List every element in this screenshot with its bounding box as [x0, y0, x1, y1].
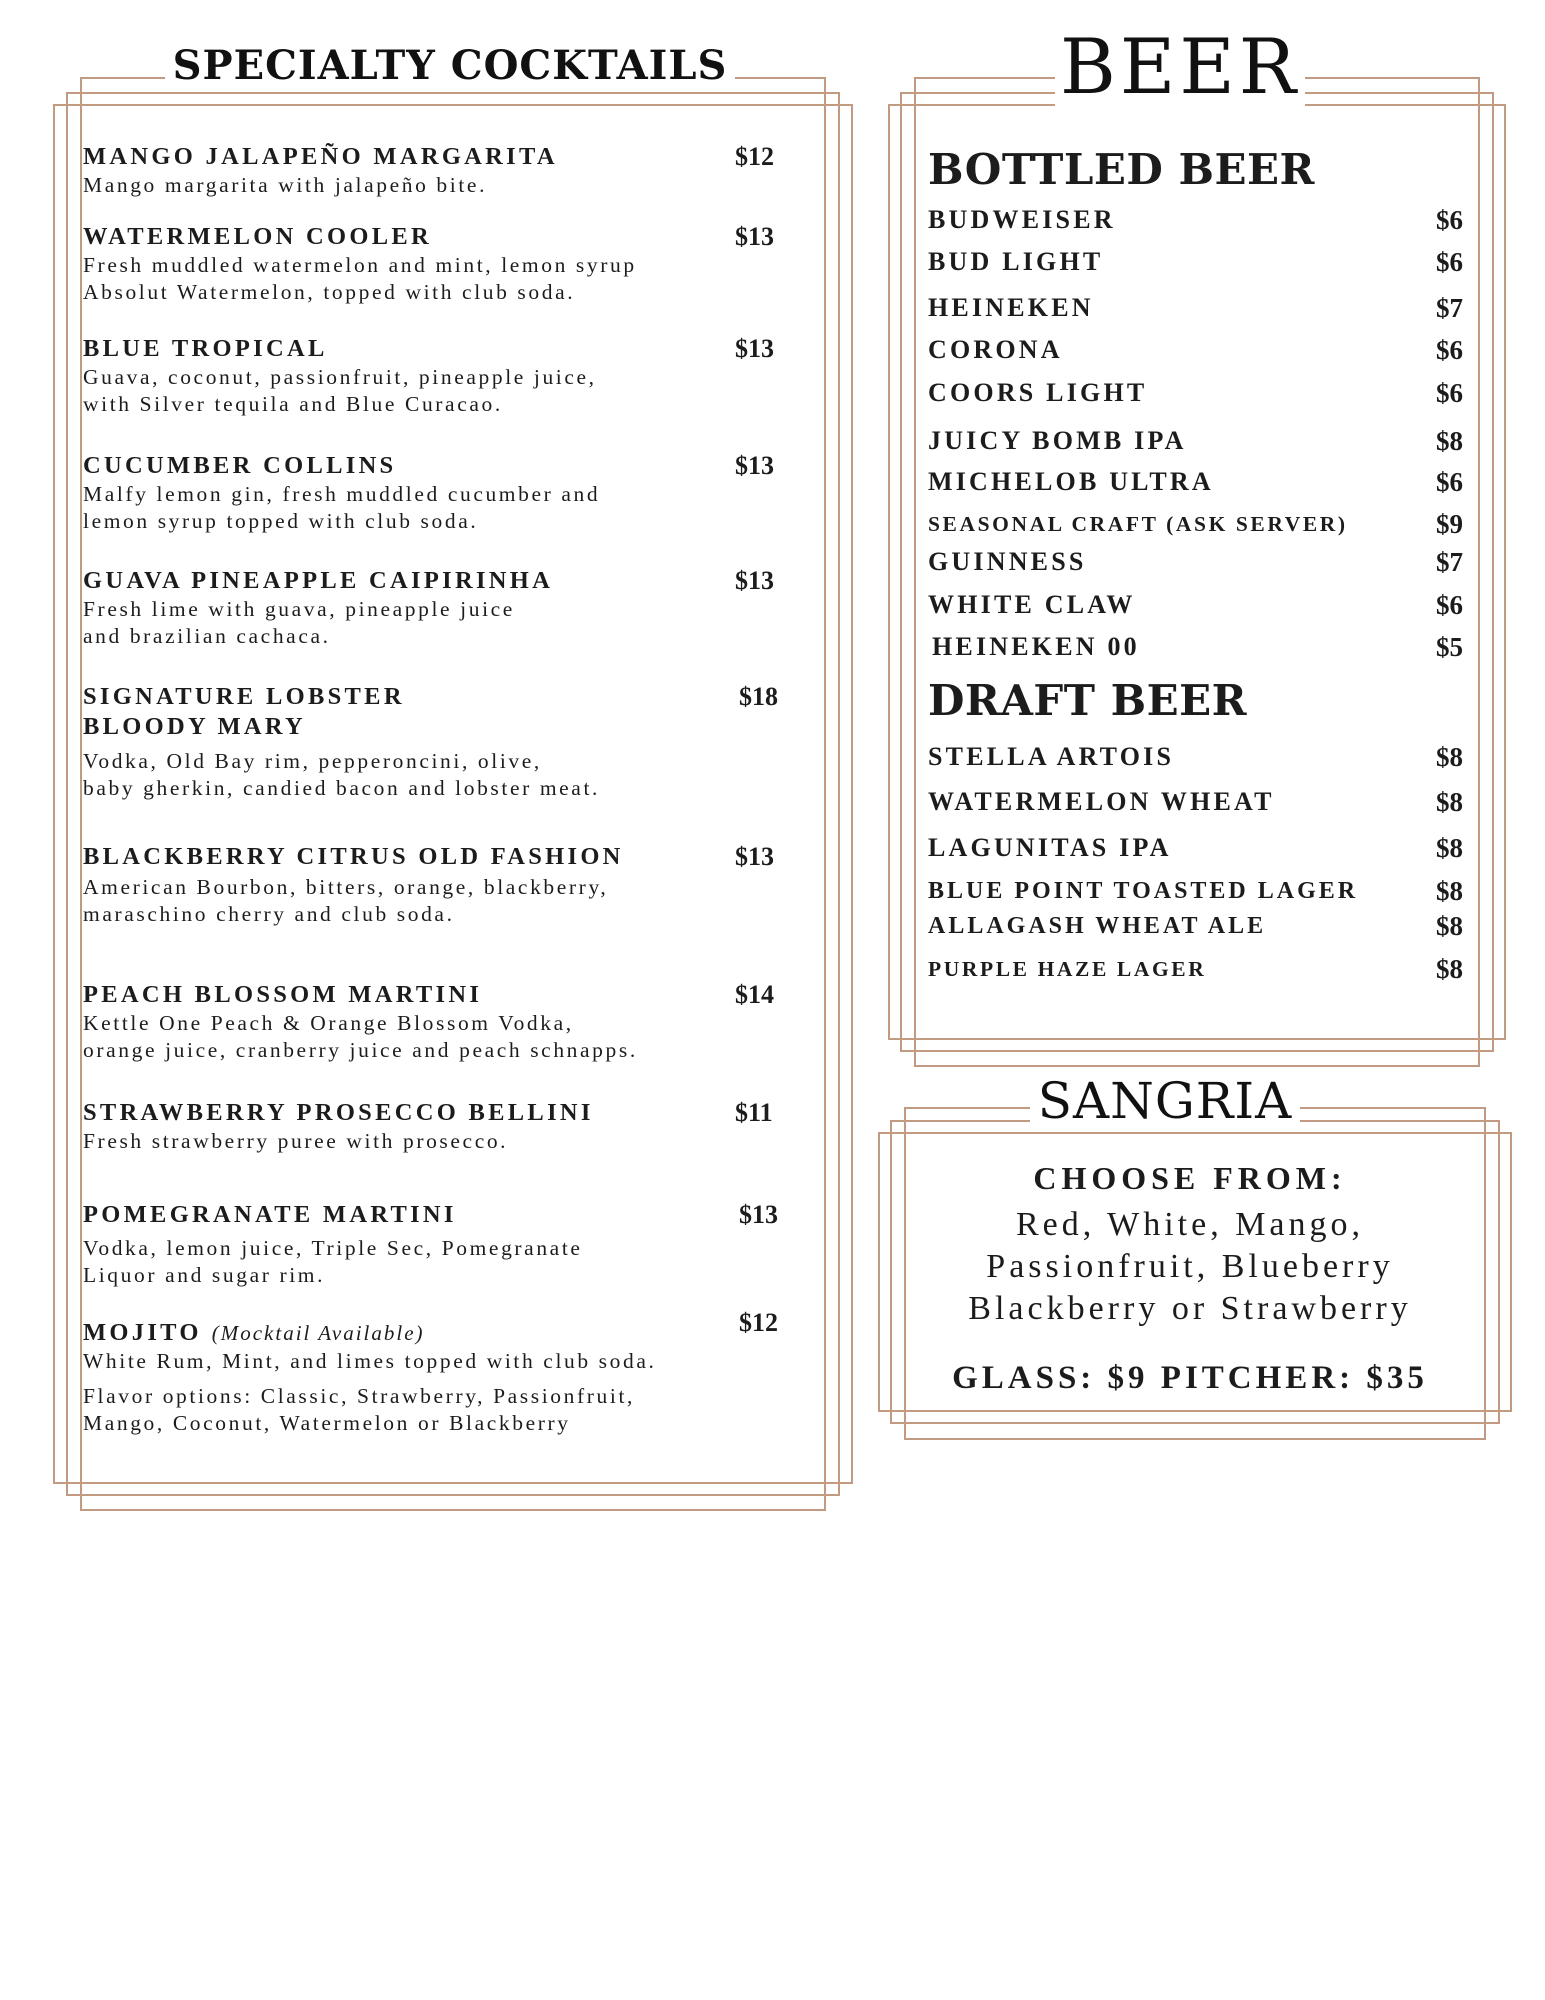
cocktail-description: Malfy lemon gin, fresh muddled cucumber and — [83, 482, 601, 506]
cocktail-name-line2: BLOODY MARY — [83, 713, 307, 740]
beer-row — [928, 588, 1463, 622]
beer-price: $6 — [1436, 247, 1463, 277]
cocktail-price: $12 — [739, 1308, 778, 1337]
beer-title: BEER — [1055, 22, 1305, 111]
cocktail-item — [83, 222, 803, 306]
cocktail-item — [83, 682, 803, 802]
cocktail-description: Fresh muddled watermelon and mint, lemon syrup — [83, 253, 637, 277]
cocktail-item — [83, 1098, 803, 1155]
beer-name: WHITE CLAW — [928, 590, 1136, 619]
beer-row — [928, 874, 1463, 908]
beer-name: GUINNESS — [928, 547, 1087, 576]
beer-row — [928, 424, 1463, 458]
cocktail-price: $13 — [735, 334, 774, 363]
cocktail-name: GUAVA PINEAPPLE CAIPIRINHA — [83, 567, 554, 594]
beer-price: $8 — [1436, 911, 1463, 941]
cocktail-price: $13 — [735, 222, 774, 251]
beer-price: $8 — [1436, 787, 1463, 817]
cocktail-description: Vodka, lemon juice, Triple Sec, Pomegranate — [83, 1236, 583, 1260]
cocktail-description: Mango margarita with jalapeño bite. — [83, 173, 488, 197]
beer-name: LAGUNITAS IPA — [928, 833, 1172, 862]
beer-row — [928, 740, 1463, 774]
cocktail-description: Liquor and sugar rim. — [83, 1263, 326, 1287]
cocktail-item — [83, 980, 803, 1064]
cocktail-description: maraschino cherry and club soda. — [83, 902, 455, 926]
beer-row — [928, 545, 1463, 579]
cocktail-item — [83, 842, 803, 928]
beer-row — [928, 909, 1463, 943]
beer-price: $8 — [1436, 876, 1463, 906]
cocktail-name: WATERMELON COOLER — [83, 223, 432, 250]
cocktail-name — [83, 1318, 803, 1348]
beer-name: ALLAGASH WHEAT ALE — [928, 913, 1267, 939]
beer-name: COORS LIGHT — [928, 378, 1148, 407]
cocktail-price: $13 — [735, 842, 774, 871]
cocktails-title: SPECIALTY COCKTAILS — [165, 42, 735, 89]
cocktail-name: MANGO JALAPEÑO MARGARITA — [83, 143, 558, 170]
cocktail-name: BLUE TROPICAL — [83, 335, 328, 362]
cocktail-description: orange juice, cranberry juice and peach schnapps. — [83, 1038, 638, 1062]
beer-name: HEINEKEN 00 — [932, 632, 1140, 661]
cocktail-description: Absolut Watermelon, topped with club soda. — [83, 280, 576, 304]
beer-price: $6 — [1436, 467, 1463, 497]
cocktail-item — [83, 451, 803, 535]
beer-price: $8 — [1436, 426, 1463, 456]
beer-row — [928, 785, 1463, 819]
beer-row — [928, 952, 1463, 986]
beer-price: $8 — [1436, 954, 1463, 984]
cocktail-item — [83, 334, 803, 418]
cocktail-price: $11 — [735, 1098, 773, 1127]
cocktail-name: POMEGRANATE MARTINI — [83, 1201, 457, 1228]
beer-price: $6 — [1436, 590, 1463, 620]
cocktail-item — [83, 142, 803, 199]
beer-name: STELLA ARTOIS — [928, 742, 1175, 771]
cocktail-description: Guava, coconut, passionfruit, pineapple juice, — [83, 365, 597, 389]
beer-name: WATERMELON WHEAT — [928, 787, 1275, 816]
cocktail-description: lemon syrup topped with club soda. — [83, 509, 479, 533]
sangria-flavors-line: Passionfruit, Blueberry — [986, 1248, 1394, 1285]
draft-beer-heading: DRAFT BEER — [928, 676, 1248, 725]
cocktail-item — [83, 1308, 803, 1437]
beer-name: MICHELOB ULTRA — [928, 467, 1214, 496]
beer-row — [928, 333, 1463, 367]
cocktail-item — [83, 1200, 803, 1289]
beer-name: CORONA — [928, 335, 1063, 364]
beer-row — [928, 465, 1463, 499]
cocktail-name: PEACH BLOSSOM MARTINI — [83, 981, 483, 1008]
beer-name: SEASONAL CRAFT (ASK SERVER) — [928, 512, 1348, 536]
cocktail-description: Fresh strawberry puree with prosecco. — [83, 1129, 509, 1153]
beer-row — [928, 507, 1463, 541]
cocktail-price: $12 — [735, 142, 774, 171]
beer-row — [928, 831, 1463, 865]
beer-row — [928, 203, 1463, 237]
beer-row — [932, 630, 1463, 664]
beer-price: $7 — [1436, 293, 1463, 323]
cocktail-description: Kettle One Peach & Orange Blossom Vodka, — [83, 1011, 574, 1035]
beer-price: $8 — [1436, 742, 1463, 772]
beer-price: $9 — [1436, 509, 1463, 539]
cocktail-flavor-options: Mango, Coconut, Watermelon or Blackberry — [83, 1411, 571, 1435]
cocktail-name: SIGNATURE LOBSTER — [83, 683, 405, 710]
cocktail-flavor-options: Flavor options: Classic, Strawberry, Passionfruit, — [83, 1384, 635, 1408]
beer-price: $8 — [1436, 833, 1463, 863]
beer-name: BUDWEISER — [928, 205, 1116, 234]
cocktail-price: $13 — [735, 451, 774, 480]
sangria-choose-label: CHOOSE FROM: — [1033, 1160, 1347, 1196]
beer-name: BLUE POINT TOASTED LAGER — [928, 878, 1359, 904]
cocktail-description: baby gherkin, candied bacon and lobster meat. — [83, 776, 600, 800]
cocktail-price: $13 — [739, 1200, 778, 1229]
cocktail-description: Vodka, Old Bay rim, pepperoncini, olive, — [83, 749, 542, 773]
beer-row — [928, 291, 1463, 325]
cocktail-description: American Bourbon, bitters, orange, blackberry, — [83, 875, 609, 899]
cocktail-price: $14 — [735, 980, 774, 1009]
beer-row — [928, 376, 1463, 410]
beer-price: $7 — [1436, 547, 1463, 577]
beer-name: BUD LIGHT — [928, 247, 1104, 276]
sangria-flavors-line: Blackberry or Strawberry — [968, 1290, 1412, 1327]
cocktail-item — [83, 566, 803, 650]
beer-row — [928, 245, 1463, 279]
sangria-title: SANGRIA — [1030, 1072, 1300, 1130]
cocktail-name: STRAWBERRY PROSECCO BELLINI — [83, 1099, 594, 1126]
cocktail-name-text: MOJITO — [83, 1319, 202, 1346]
beer-name: HEINEKEN — [928, 293, 1094, 322]
cocktail-note: (Mocktail Available) — [211, 1321, 425, 1345]
sangria-pricing: GLASS: $9 PITCHER: $35 — [952, 1360, 1428, 1396]
cocktail-description: White Rum, Mint, and limes topped with club soda. — [83, 1349, 657, 1373]
sangria-flavors-line: Red, White, Mango, — [1015, 1206, 1365, 1243]
beer-price: $6 — [1436, 205, 1463, 235]
cocktail-name: CUCUMBER COLLINS — [83, 452, 397, 479]
cocktail-name: BLACKBERRY CITRUS OLD FASHION — [83, 843, 624, 870]
beer-price: $6 — [1436, 335, 1463, 365]
beer-price: $6 — [1436, 378, 1463, 408]
beer-price: $5 — [1436, 632, 1463, 662]
cocktail-description: and brazilian cachaca. — [83, 624, 331, 648]
beer-name: PURPLE HAZE LAGER — [928, 957, 1207, 981]
cocktail-description: with Silver tequila and Blue Curacao. — [83, 392, 503, 416]
beer-name: JUICY BOMB IPA — [928, 426, 1187, 455]
cocktail-price: $13 — [735, 566, 774, 595]
bottled-beer-heading: BOTTLED BEER — [928, 145, 1315, 194]
cocktail-description: Fresh lime with guava, pineapple juice — [83, 597, 515, 621]
cocktail-price: $18 — [739, 682, 778, 711]
